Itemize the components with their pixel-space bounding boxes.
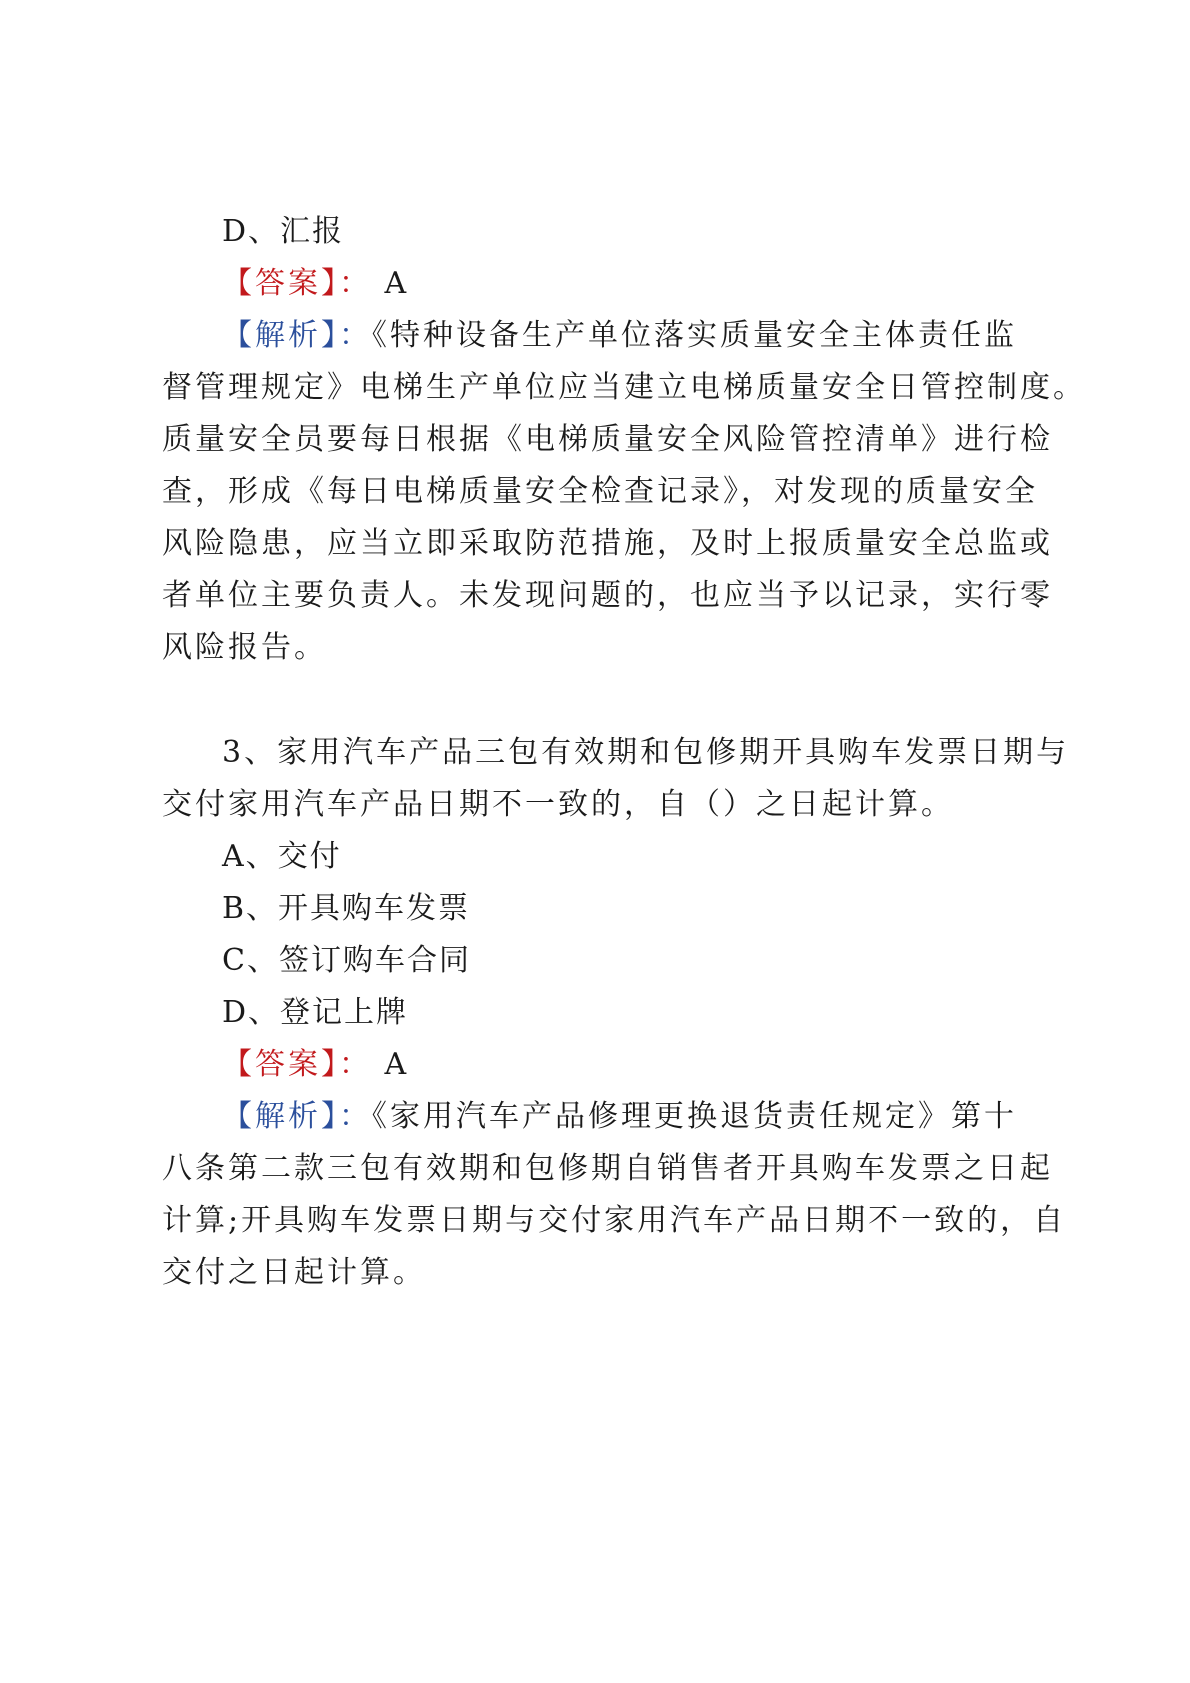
analysis-colon: ： — [339, 1099, 372, 1134]
analysis-label: 【解析】 — [222, 318, 339, 353]
answer-row — [222, 1045, 409, 1085]
analysis-text: 督管理规定》电梯生产单位应当建立电梯质量安全日管控制度。 — [162, 370, 1086, 405]
analysis-label: 【解析】 — [222, 1099, 339, 1134]
analysis-first-line — [222, 1097, 1017, 1137]
question-text: 3、家用汽车产品三包有效期和包修期开具购车发票日期与 — [222, 735, 1070, 770]
answer-value: A — [384, 1047, 410, 1082]
analysis-text: 交付之日起计算。 — [162, 1255, 426, 1290]
answer-colon: ： — [339, 266, 372, 301]
analysis-text: 八条第二款三包有效期和包修期自销售者开具购车发票之日起 — [162, 1151, 1053, 1186]
analysis-text: 质量安全员要每日根据《电梯质量安全风险管控清单》进行检 — [162, 422, 1053, 457]
analysis-colon: ： — [339, 318, 372, 353]
question-text: 交付家用汽车产品日期不一致的，自（）之日起计算。 — [162, 787, 954, 822]
analysis-text: 《特种设备生产单位落实质量安全主体责任监 — [372, 318, 1017, 353]
analysis-text: 风险报告。 — [162, 630, 327, 665]
analysis-text: 计算;开具购车发票日期与交付家用汽车产品日期不一致的，自 — [162, 1203, 1067, 1238]
option-d: D、汇报 — [222, 214, 345, 249]
answer-label: 【答案】 — [222, 1047, 339, 1082]
answer-value: A — [384, 266, 410, 301]
answer-label: 【答案】 — [222, 266, 339, 301]
option-c: C、签订购车合同 — [222, 943, 471, 978]
analysis-first-line — [222, 316, 1017, 356]
option-a: A、交付 — [222, 839, 342, 874]
answer-colon: ： — [339, 1047, 372, 1082]
option-b: B、开具购车发票 — [222, 891, 471, 926]
option-d: D、登记上牌 — [222, 995, 409, 1030]
answer-row — [222, 264, 409, 304]
analysis-text: 风险隐患，应当立即采取防范措施，及时上报质量安全总监或 — [162, 526, 1053, 561]
analysis-text: 者单位主要负责人。未发现问题的，也应当予以记录，实行零 — [162, 578, 1053, 613]
analysis-text: 查，形成《每日电梯质量安全检查记录》，对发现的质量安全 — [162, 474, 1038, 509]
analysis-text: 《家用汽车产品修理更换退货责任规定》第十 — [372, 1099, 1017, 1134]
